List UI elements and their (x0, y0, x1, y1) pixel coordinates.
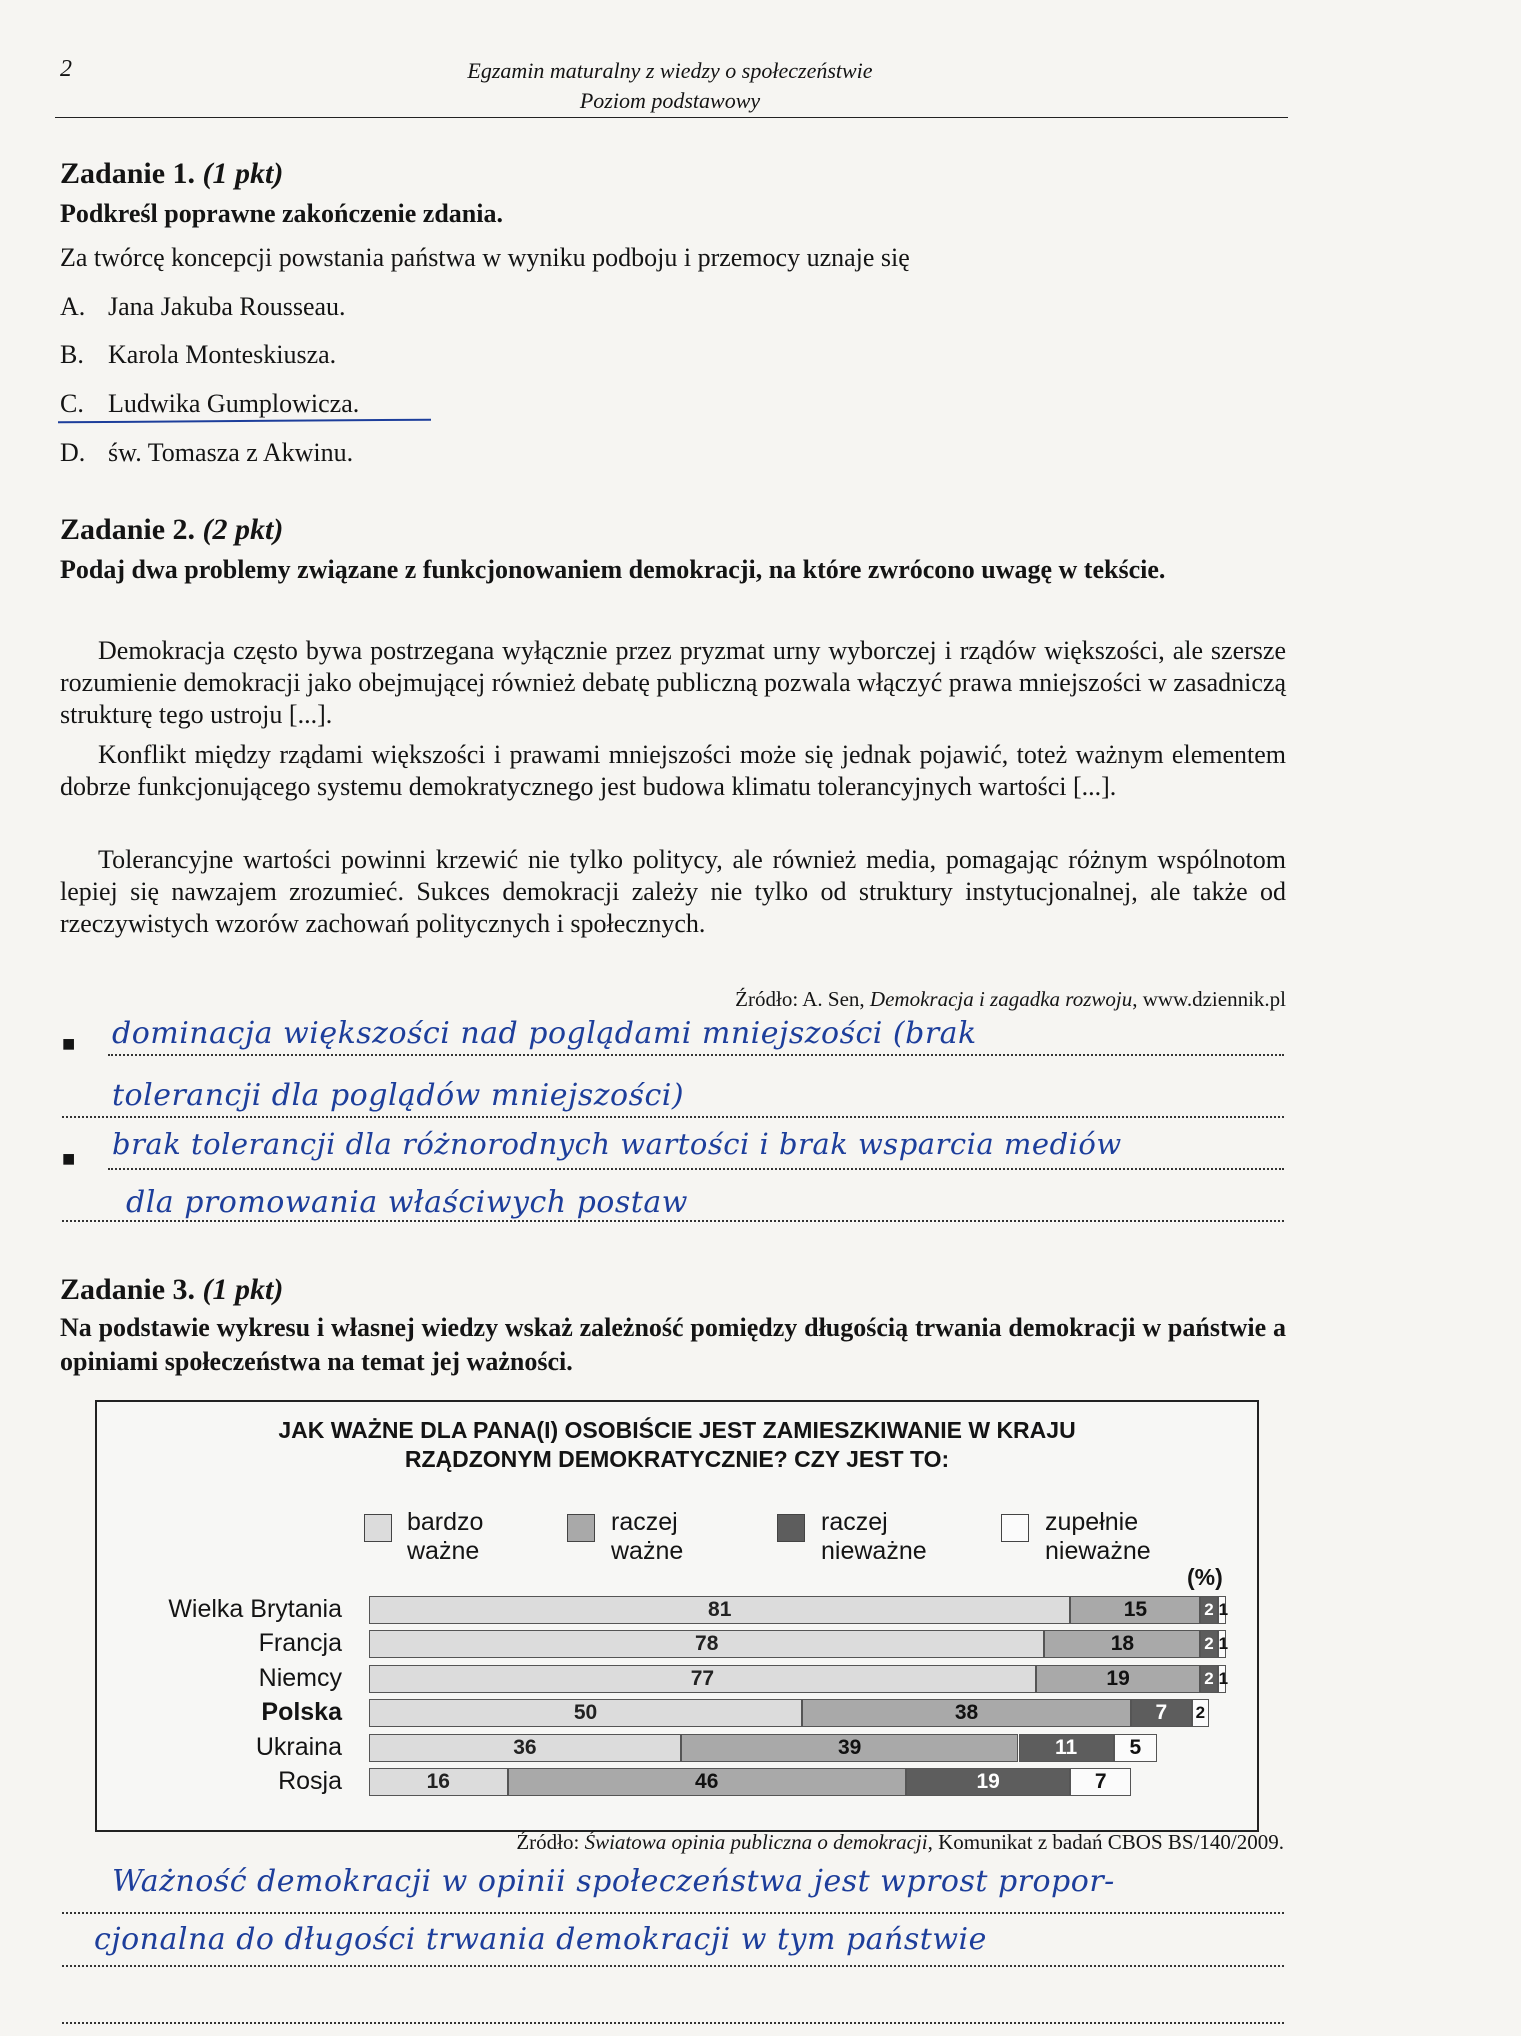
task1-stem: Za twórcę koncepcji powstania państwa w wyniku podboju i przemocy uznaje się (60, 243, 910, 272)
bar-segment: 19 (1036, 1665, 1201, 1693)
task2-instruction: Podaj dwa problemy związane z funkcjonowaniem demokracji, na które zwrócono uwagę w tekście. (60, 555, 1166, 584)
bar-segment: 1 (1218, 1630, 1227, 1658)
task1-title: Zadanie 1. (60, 157, 196, 190)
bullet-icon: ■ (62, 1031, 76, 1056)
chart-title: JAK WAŻNE DLA PANA(I) OSOBIŚCIE JEST ZAMIESZKIWANIE W KRAJU RZĄDZONYM DEMOKRATYCZNIE? CZY JEST TO: (278, 1417, 1076, 1472)
header-exam-title: Egzamin maturalny z wiedzy o społeczeństwie (467, 58, 873, 83)
bar-segment: 2 (1192, 1699, 1209, 1727)
category-label: Francja (258, 1629, 342, 1658)
option-letter: A. (60, 292, 86, 321)
bar-segment: 2 (1200, 1630, 1217, 1658)
bar-segment: 2 (1200, 1596, 1217, 1624)
category-label: Polska (261, 1698, 342, 1727)
handwritten-answer-1b: tolerancji dla poglądów mniejszości) (112, 1078, 685, 1113)
task1-instruction: Podkreśl poprawne zakończenie zdania. (60, 199, 503, 228)
legend-entry: bardzo ważne (407, 1508, 484, 1565)
bar-segment: 2 (1200, 1665, 1217, 1693)
bar-segment: 81 (369, 1596, 1070, 1624)
bar-segment: 18 (1044, 1630, 1200, 1658)
task1-option-b[interactable] (60, 340, 336, 370)
task1-points: (1 pkt) (202, 157, 284, 190)
category-label: Rosja (278, 1767, 342, 1795)
chart-unit: (%) (1187, 1564, 1223, 1590)
answer-line (108, 1168, 1284, 1170)
task2-title: Zadanie 2. (60, 513, 196, 546)
task3-points: (1 pkt) (202, 1273, 284, 1306)
handwritten-answer-3a: Ważność demokracji w opinii społeczeństwa jest wprost propor- (112, 1864, 1115, 1899)
bar-segment: 7 (1070, 1768, 1131, 1796)
answer-line (62, 1116, 1284, 1118)
bullet-icon: ■ (62, 1146, 76, 1171)
task3-instruction: Na podstawie wykresu i własnej wiedzy wskaż zależność pomiędzy długością trwania demokracji w państwie a opiniami społeczeństwa na temat jej ważności. (60, 1313, 1286, 1376)
legend-swatch (1001, 1514, 1029, 1542)
legend-entry: raczej nieważne (821, 1508, 927, 1565)
option-text: św. Tomasza z Akwinu. (108, 438, 354, 467)
option-letter: C. (60, 389, 84, 418)
bar-segment: 11 (1019, 1734, 1114, 1762)
task1-heading (60, 157, 283, 191)
bar-segment: 7 (1131, 1699, 1192, 1727)
bar-segment: 36 (369, 1734, 681, 1762)
stacked-bar-chart (95, 1400, 1259, 1832)
option-text: Jana Jakuba Rousseau. (108, 292, 346, 321)
option-letter: B. (60, 340, 84, 369)
task3-heading (60, 1273, 283, 1307)
bar-segment: 38 (802, 1699, 1131, 1727)
page-number: 2 (60, 56, 72, 82)
legend-swatch (567, 1514, 595, 1542)
bar-segment: 50 (369, 1699, 802, 1727)
header-level: Poziom podstawowy (579, 88, 761, 113)
task3-title: Zadanie 3. (60, 1273, 196, 1306)
bar-segment: 46 (508, 1768, 906, 1796)
handwritten-answer-2b: dla promowania właściwych postaw (126, 1185, 688, 1220)
category-label: Niemcy (258, 1663, 342, 1692)
bar-segment: 39 (681, 1734, 1019, 1762)
bar-segment: 5 (1114, 1734, 1157, 1762)
option-text: Karola Monteskiusza. (108, 340, 337, 369)
bar-segment: 77 (369, 1665, 1036, 1693)
task1-option-d[interactable] (60, 438, 353, 468)
handwritten-answer-1a: dominacja większości nad poglądami mniejszości (brak (112, 1016, 977, 1051)
header-divider (55, 117, 1288, 118)
bar-segment: 1 (1218, 1596, 1227, 1624)
task3-source: Źródło: Światowa opinia publiczna o demokracji, Komunikat z badań CBOS BS/140/2009. (516, 1830, 1284, 1854)
bar-segment: 19 (906, 1768, 1071, 1796)
option-letter: D. (60, 438, 86, 467)
handwritten-answer-2a: brak tolerancji dla różnorodnych wartości i brak wsparcia mediów (112, 1127, 1122, 1161)
handwritten-underline (58, 419, 431, 424)
category-label: Wielka Brytania (168, 1595, 342, 1623)
answer-line (62, 2022, 1284, 2024)
handwritten-answer-3b: cjonalna do długości trwania demokracji w tym państwie (94, 1922, 987, 1957)
task2-heading (60, 513, 283, 547)
bar-segment: 16 (369, 1768, 508, 1796)
answer-line (62, 1912, 1284, 1914)
task2-paragraph-2: Konflikt między rządami większości i prawami mniejszości może się jednak pojawić, toteż ważnym elementem dobrze funkcjonującego systemu demokratycznego jest budowa klimatu tolerancyjnych wartości [...]. (60, 740, 1286, 801)
bar-segment: 1 (1218, 1665, 1227, 1693)
category-label: Ukraina (255, 1732, 342, 1761)
legend-swatch (364, 1514, 392, 1542)
task1-option-c[interactable] (60, 389, 359, 419)
task2-paragraph-3: Tolerancyjne wartości powinni krzewić nie tylko politycy, ale również media, pomagając różnym wspólnotom lepiej się nawzajem zrozumieć. Sukces demokracji zależy nie tylko od struktury instytucjonalnej, ale także od rzeczywistych wzorów zachowań politycznych i społecznych. (60, 845, 1286, 938)
bar-segment: 78 (369, 1630, 1044, 1658)
legend-swatch (777, 1514, 805, 1542)
answer-line (62, 1220, 1284, 1222)
answer-line (62, 1965, 1284, 1967)
task2-source: Źródło: A. Sen, Demokracja i zagadka rozwoju, www.dziennik.pl (735, 987, 1286, 1011)
legend-entry: raczej ważne (611, 1508, 684, 1565)
option-text: Ludwika Gumplowicza. (108, 389, 360, 418)
answer-line (108, 1054, 1284, 1056)
legend-entry: zupełnie nieważne (1045, 1508, 1151, 1565)
task2-paragraph-1: Demokracja często bywa postrzegana wyłącznie przez pryzmat urny wyborczej i rządów większości, ale szersze rozumienie demokracji jako obejmującej również debatę publiczną pozwala włączyć prawa mniejszości w zasadniczą strukturę tego ustroju [...]. (60, 636, 1286, 729)
task2-points: (2 pkt) (202, 513, 284, 546)
bar-segment: 15 (1070, 1596, 1200, 1624)
task1-option-a[interactable] (60, 292, 346, 322)
